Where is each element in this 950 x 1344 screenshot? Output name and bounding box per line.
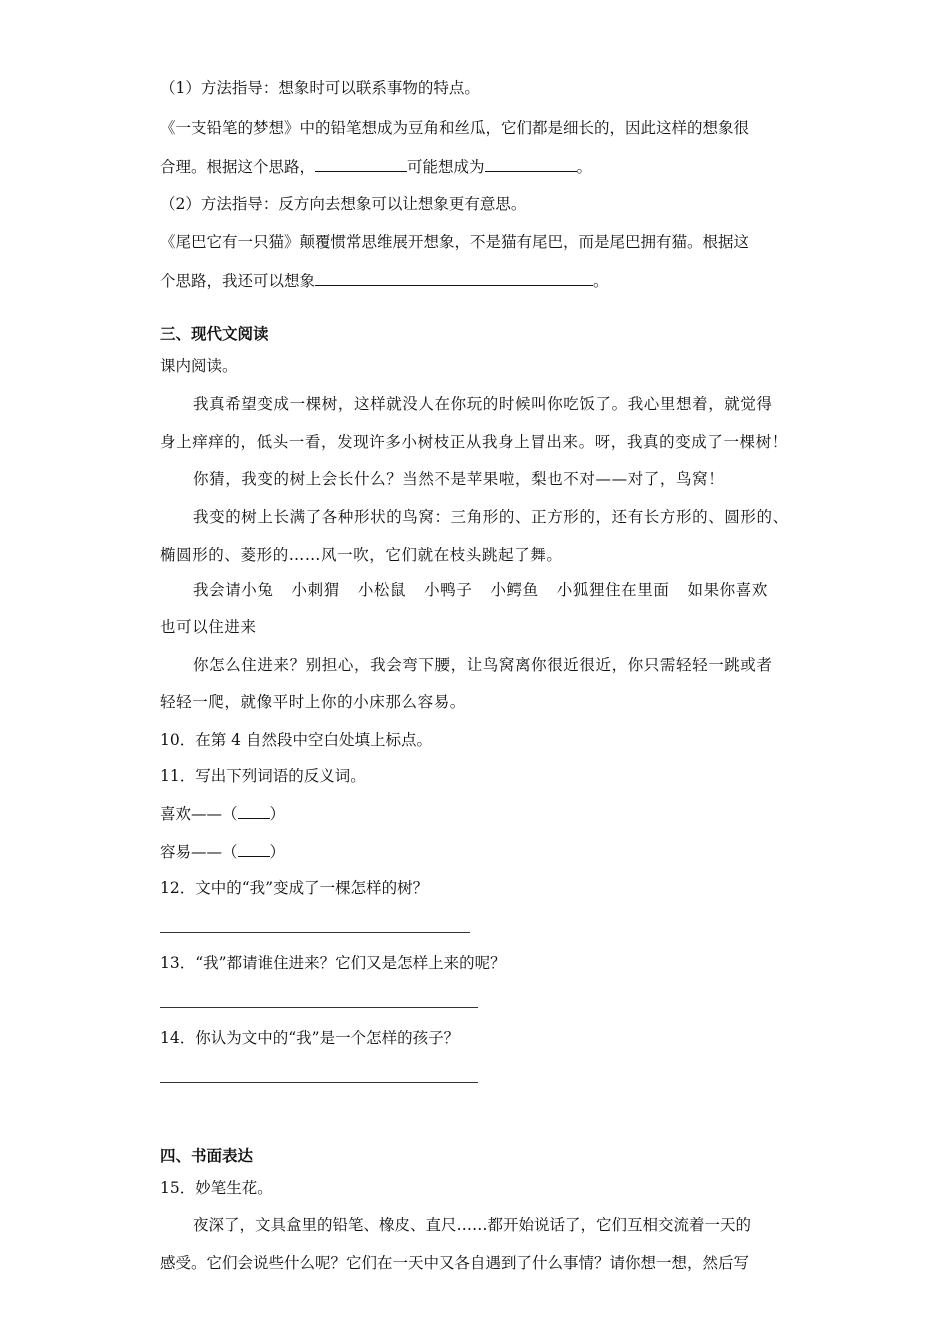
method-1-line-1: 《一支铅笔的梦想》中的铅笔想成为豆角和丝瓜，它们都是细长的，因此这样的想象很: [160, 119, 750, 137]
answer-blank-2[interactable]: [485, 156, 577, 172]
method-1-title: （1）方法指导：想象时可以联系事物的特点。: [160, 79, 480, 97]
p4-word-6: 小狐狸住在里面: [556, 581, 670, 599]
p4-word-1: 我会请小兔: [193, 581, 274, 599]
section-3-heading: 三、现代文阅读: [160, 325, 269, 343]
p4-word-3: 小松鼠: [357, 581, 407, 599]
method-1-text-c: 。: [576, 158, 593, 176]
q11-a-word: 喜欢——（: [160, 805, 238, 823]
passage-p1-line-2: 身上痒痒的，低头一看，发现许多小树枝正从我身上冒出来。呀，我真的变成了一棵树！: [160, 433, 788, 451]
question-10: 10．在第 4 自然段中空白处填上标点。: [160, 731, 432, 749]
method-2-text-b: 。: [593, 272, 609, 290]
answer-line-12[interactable]: [160, 932, 470, 933]
p4-word-5: 小鳄鱼: [490, 581, 539, 599]
question-11: 11．写出下列词语的反义词。: [160, 767, 366, 785]
section-4-heading: 四、书面表达: [160, 1147, 254, 1165]
p4-word-7: 如果你喜欢: [687, 581, 768, 599]
method-2-text-a: 个思路，我还可以想象: [160, 272, 316, 290]
method-1-text-b: 可能想成为: [407, 158, 485, 176]
passage-p5-line-1: 你怎么住进来？别担心，我会弯下腰，让鸟窝离你很近很近，你只需轻轻一跳或者: [193, 656, 773, 674]
question-11-item-a: [160, 803, 285, 824]
antonym-blank-b[interactable]: [238, 841, 270, 857]
question-14: 14．你认为文中的“我”是一个怎样的孩子？: [160, 1029, 460, 1047]
passage-p3-line-1: 我变的树上长满了各种形状的鸟窝：三角形的、正方形的，还有长方形的、圆形的、: [193, 508, 789, 526]
method-2-line-2: [160, 270, 609, 291]
passage-p5-line-2: 轻轻一爬，就像平时上你的小床那么容易。: [160, 693, 466, 711]
p4-word-2: 小刺猬: [291, 581, 340, 599]
method-2-line-1: 《尾巴它有一只猫》颠覆惯常思维展开想象，不是猫有尾巴，而是尾巴拥有猫。根据这: [160, 233, 750, 251]
answer-line-13[interactable]: [160, 1007, 478, 1008]
p4-word-4: 小鸭子: [424, 581, 473, 599]
reading-intro: 课内阅读。: [160, 357, 238, 375]
writing-prompt-line-2: 感受。它们会说些什么呢？它们在一天中又各自遇到了什么事情？请你想一想，然后写: [160, 1254, 750, 1272]
answer-line-14[interactable]: [160, 1082, 478, 1083]
q11-b-close: ）: [269, 843, 286, 861]
passage-p1-line-1: 我真希望变成一棵树，这样就没人在你玩的时候叫你吃饭了。我心里想着，就觉得: [193, 395, 773, 413]
method-1-text-a: 合理。根据这个思路，: [160, 158, 316, 176]
question-13: 13．“我”都请谁住进来？它们又是怎样上来的呢？: [160, 954, 506, 972]
passage-p4-line-1: [193, 580, 768, 600]
method-2-title: （2）方法指导：反方向去想象可以让想象更有意思。: [160, 195, 527, 213]
passage-p3-line-2: 椭圆形的、菱形的……风一吹，它们就在枝头跳起了舞。: [160, 546, 563, 564]
method-1-line-2: [160, 156, 592, 177]
q11-b-word: 容易——（: [160, 843, 238, 861]
question-11-item-b: [160, 841, 285, 862]
passage-p4-line-2: 也可以住进来: [160, 618, 257, 636]
antonym-blank-a[interactable]: [238, 803, 270, 819]
writing-prompt-line-1: 夜深了，文具盒里的铅笔、橡皮、直尺……都开始说话了，它们互相交流着一天的: [193, 1216, 752, 1234]
answer-blank-1[interactable]: [315, 156, 407, 172]
answer-blank-3[interactable]: [315, 270, 593, 286]
question-15: 15．妙笔生花。: [160, 1179, 273, 1197]
q11-a-close: ）: [269, 805, 286, 823]
question-12: 12．文中的“我”变成了一棵怎样的树？: [160, 879, 429, 897]
passage-p2: 你猜，我变的树上会长什么？当然不是苹果啦，梨也不对——对了，鸟窝！: [193, 470, 725, 488]
